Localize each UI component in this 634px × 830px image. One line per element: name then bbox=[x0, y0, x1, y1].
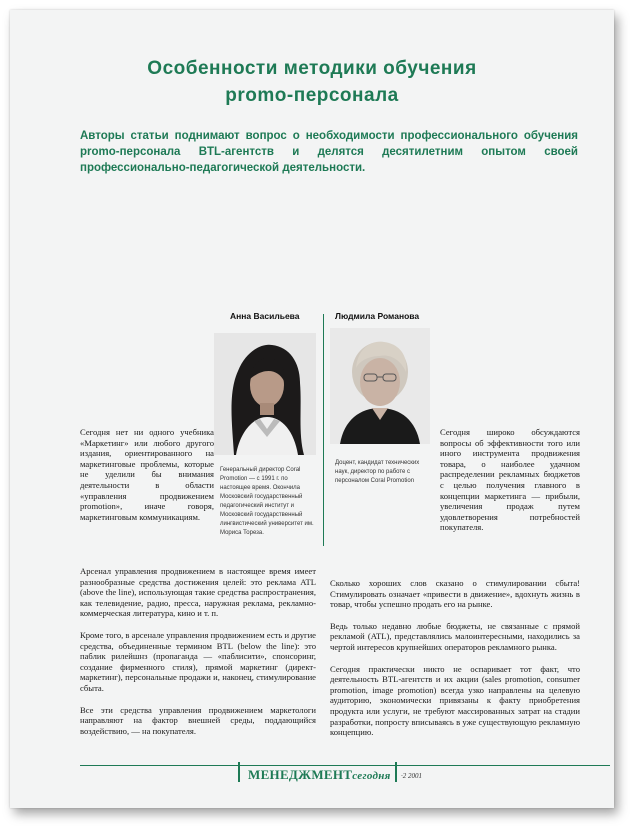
left-paragraph-2: Арсенал управления продвижением в настоящее время имеет разнообразные средства достижения целей: это реклама ATL (above the line), использующая такие средства распространения, как телевидение, радио, пресса, наружная реклама, рекламно-коммерческая литература, кино и т. п. bbox=[80, 566, 316, 619]
magazine-page bbox=[10, 10, 614, 808]
right-paragraph-4: Сегодня практически никто не оспаривает тот факт, что деятельность BTL-агентств и их акции (sales promotion, consumer promotion, image promotion) всегда узко направлены на целевую аудиторию, экономически привязаны к факту приобретения продукта или услуги, не требуют массированных затрат на стадии разработки, попросту вписываясь в уже существующую рекламную концепцию. bbox=[330, 663, 580, 738]
author-1-photo bbox=[214, 333, 316, 455]
left-paragraph-3: Кроме того, в арсенале управления продвижением есть и другие средства, объединенные термином BTL (below the line): это паблик рилейшнз (пропаганда — «паблисити», спонсоринг, создание фирменного стиля), прямой маркетинг (директ-маркетинг), персональные продажи и, наконец, стимулирование сбыта. bbox=[80, 629, 316, 693]
footer-separator-left bbox=[238, 762, 240, 782]
footer-separator-right bbox=[395, 762, 397, 782]
left-paragraph-4: Все эти средства управления продвижением маркетологи направляют на фактор внешней среды, поддающийся воздействию, — на покупателя. bbox=[80, 704, 316, 736]
footer-rule bbox=[80, 765, 610, 766]
right-paragraph-1: Сегодня широко обсуждаются вопросы об эффективности того или иного инструмента продвижения товара, о наиболее удачном распределении рекламных бюджетов с целью получения главного в концепции маркетинга — прибыли, увеличения продаж путем удовлетворения потребностей покупателя. bbox=[440, 427, 580, 533]
author-1-name: Анна Васильева bbox=[230, 311, 300, 321]
right-column-wrap bbox=[440, 427, 580, 533]
title-line-1: Особенности методики обучения bbox=[147, 58, 477, 79]
author-1-caption: Генеральный директор Coral Promotion — с 1991 г. по настоящее время. Окончила Московский государственный педагогический институт и Московский государственный лингвистический университет им. Мориса Тореза. bbox=[220, 467, 314, 536]
author-2-photo bbox=[330, 328, 430, 444]
left-column bbox=[80, 566, 316, 736]
title-line-2: promo-персонала bbox=[225, 85, 399, 106]
portrait-photo-icon bbox=[214, 333, 316, 455]
magazine-logo bbox=[248, 767, 391, 783]
left-paragraph-1: Сегодня нет ни одного учебника «Маркетинг» или любого другого издания, ориентированного на маркетинговые проблемы, которые не уделили бы внимания деятельности в области «управления продвижением promotion», иначе говоря, маркетинговым коммуникациям. bbox=[80, 427, 214, 522]
article-title bbox=[10, 55, 614, 109]
magazine-logo-main: МЕНЕДЖМЕНТ bbox=[248, 767, 353, 782]
right-paragraph-2: Сколько хороших слов сказано о стимулировании сбыта! Стимулировать означает «привести в движение», вдохнуть жизнь в товар, чтобы успешно продать его на рынке. bbox=[330, 578, 580, 610]
right-column bbox=[330, 578, 580, 738]
magazine-logo-italic: сегодня bbox=[352, 770, 391, 782]
author-2-name: Людмила Романова bbox=[335, 311, 420, 321]
right-paragraph-3: Ведь только недавно любые бюджеты, не связанные с прямой рекламой (ATL), представлялись малоинтересными, находились за чертой интересов крупнейших операторов рекламного рынка. bbox=[330, 620, 580, 652]
column-divider bbox=[323, 314, 324, 546]
article-lead: Авторы статьи поднимают вопрос о необходимости профессионального обучения promo-персонала BTL-агентств и делятся десятилетним опытом своей профессионально-педагогической деятельности. bbox=[80, 130, 578, 174]
left-column-wrap bbox=[80, 427, 214, 522]
portrait-photo-icon bbox=[330, 328, 430, 444]
issue-number: ·2 2001 bbox=[401, 772, 422, 780]
author-2-caption: Доцент, кандидат технических наук, директор по работе с персоналом Coral Promotion bbox=[335, 460, 420, 484]
